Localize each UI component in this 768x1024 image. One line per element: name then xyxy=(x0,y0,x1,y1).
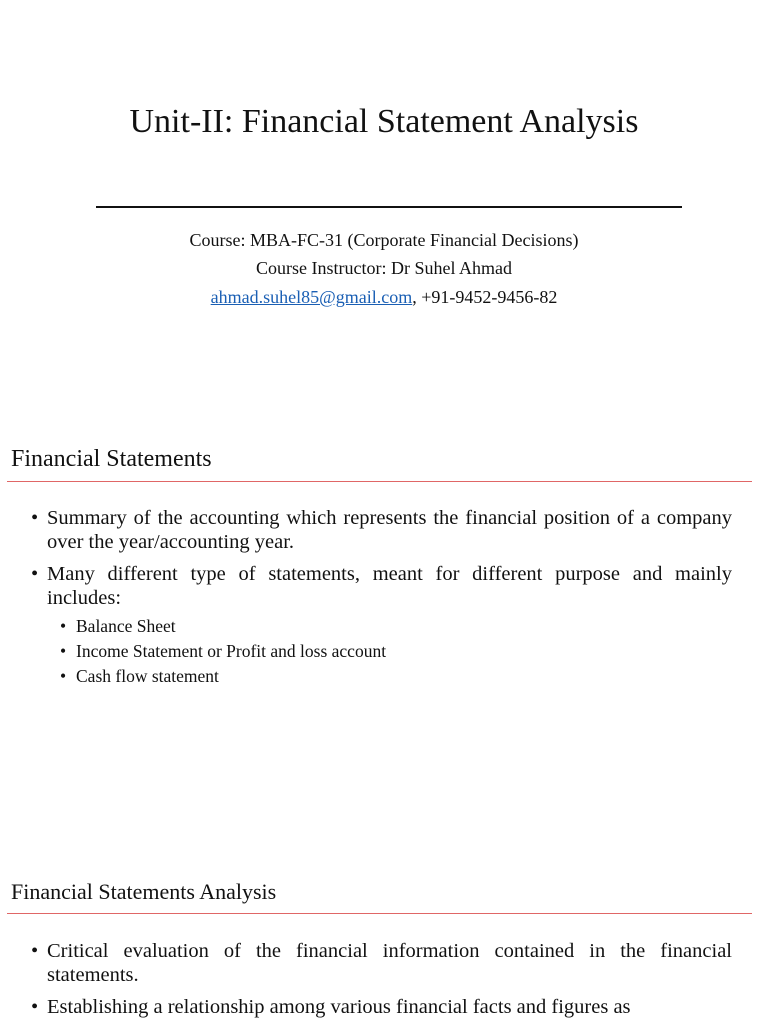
list-item: • Critical evaluation of the financial information contained in the financial statements. xyxy=(0,939,768,987)
sub-list-item: • Balance Sheet xyxy=(0,614,768,639)
slide-heading: Financial Statements Analysis xyxy=(11,879,277,904)
title-divider xyxy=(96,206,682,208)
bullet-list xyxy=(0,939,768,1024)
list-item: • Establishing a relationship among various financial facts and figures as xyxy=(0,995,768,1019)
instructor-line: Course Instructor: Dr Suhel Ahmad xyxy=(256,258,512,278)
list-item: • Many different type of statements, meant for different purpose and mainly includes: xyxy=(0,562,768,610)
sub-list-item: • Cash flow statement xyxy=(0,664,768,689)
heading-divider xyxy=(7,913,752,914)
title-slide xyxy=(0,0,768,430)
heading-divider xyxy=(7,481,752,482)
phone-number: , +91-9452-9456-82 xyxy=(412,287,558,307)
slide-heading: Financial Statements xyxy=(11,446,212,472)
contact-line xyxy=(0,283,768,311)
sub-list-item: • Income Statement or Profit and loss account xyxy=(0,639,768,664)
page-title: Unit-II: Financial Statement Analysis xyxy=(129,103,639,140)
email-link[interactable]: ahmad.suhel85@gmail.com xyxy=(210,287,413,307)
course-line: Course: MBA-FC-31 (Corporate Financial Decisions) xyxy=(189,230,579,250)
list-item: • Summary of the accounting which represents the financial position of a company over the year/accounting year. xyxy=(0,506,768,554)
bullet-list xyxy=(0,506,768,689)
